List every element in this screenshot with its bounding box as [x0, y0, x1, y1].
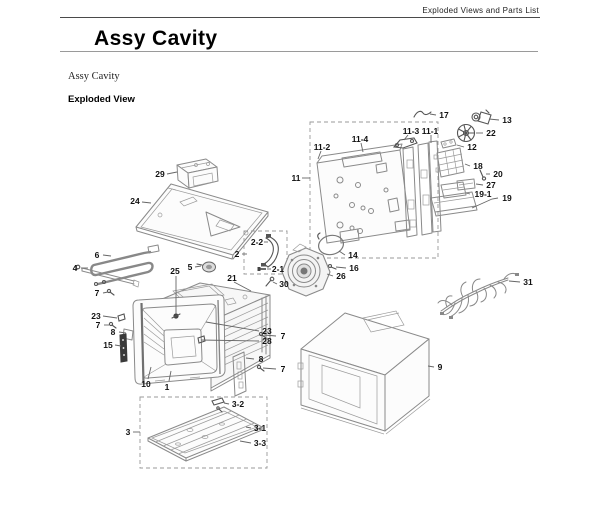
part-label-29: 29: [155, 169, 165, 179]
part-label-10: 10: [141, 379, 151, 389]
leader-line-3-2: [224, 403, 229, 404]
leader-line-23L: [103, 316, 117, 318]
part-label-7d: 7: [280, 364, 286, 374]
part-label-12: 12: [467, 142, 477, 152]
part-label-23L: 23: [91, 311, 101, 321]
part-label-1: 1: [164, 382, 170, 392]
part-label-19-1: 19-1: [474, 189, 492, 199]
leader-line-7a: [103, 292, 108, 293]
leader-line-31: [509, 281, 520, 282]
leader-line-14: [339, 251, 345, 255]
leader-line-29: [167, 172, 177, 174]
part-label-23R: 23: [262, 326, 272, 336]
part-29-artwork: [177, 159, 218, 188]
part-label-2-2: 2-2: [250, 237, 264, 247]
part-label-6: 6: [94, 250, 100, 260]
part-label-7b: 7: [95, 320, 101, 330]
part-label-3: 3: [125, 427, 131, 437]
part-label-11-1: 11-1: [421, 126, 439, 136]
part-label-3-3: 3-3: [253, 438, 267, 448]
part-label-27: 27: [486, 180, 496, 190]
part-label-4: 4: [72, 263, 78, 273]
part-label-21: 21: [227, 273, 237, 283]
leader-line-6: [103, 255, 111, 256]
leader-line-7d: [263, 368, 276, 369]
part-label-7a: 7: [94, 288, 100, 298]
part-label-7c: 7: [280, 331, 286, 341]
part-26-artwork: [282, 244, 330, 296]
part-label-22: 22: [486, 128, 496, 138]
part-label-5: 5: [187, 262, 193, 272]
section-heading: Exploded View: [68, 94, 135, 105]
page-title: Assy Cavity: [94, 27, 218, 50]
part-label-18: 18: [473, 161, 483, 171]
wire-harness-artwork: [438, 273, 519, 319]
part-label-3-1: 3-1: [253, 423, 267, 433]
assembly-subtitle: Assy Cavity: [68, 71, 120, 82]
part-6-artwork: [91, 245, 159, 286]
leader-line-16: [336, 267, 346, 268]
leader-line-8L: [119, 332, 126, 333]
part-label-11-3: 11-3: [402, 126, 420, 136]
part-label-30: 30: [279, 279, 289, 289]
leader-line-12: [457, 145, 464, 147]
part-label-8R: 8: [258, 354, 264, 364]
part-label-2: 2: [234, 249, 240, 259]
part-17-artwork: [414, 111, 431, 117]
part-label-11-2: 11-2: [313, 142, 331, 152]
part-label-26: 26: [336, 271, 346, 281]
part-label-8L: 8: [110, 327, 116, 337]
leader-line-19: [472, 198, 498, 208]
leader-line-17: [430, 114, 436, 115]
leader-line-13: [489, 119, 499, 120]
part-label-31: 31: [523, 277, 533, 287]
part-16-artwork: [329, 265, 337, 270]
leader-line-18: [465, 164, 470, 166]
part-label-28: 28: [262, 336, 272, 346]
leader-line-19-1: [466, 193, 470, 194]
leader-line-11-4: [361, 143, 363, 152]
leader-line-27: [476, 184, 483, 185]
leader-line-5: [195, 266, 201, 267]
part-5-artwork: [197, 262, 216, 272]
part-label-9: 9: [437, 362, 443, 372]
leader-line-3-3: [240, 441, 251, 443]
part-label-11-4: 11-4: [351, 134, 369, 144]
page-header-right: Exploded Views and Parts List: [422, 6, 539, 15]
part-label-16: 16: [349, 263, 359, 273]
leader-line-24: [142, 202, 151, 203]
part-label-15: 15: [103, 340, 113, 350]
part-label-25: 25: [170, 266, 180, 276]
part-24-artwork: [136, 184, 268, 259]
part-label-19: 19: [502, 193, 512, 203]
part-label-24: 24: [130, 196, 140, 206]
bottom-tray-artwork: [140, 397, 267, 468]
part-label-20: 20: [493, 169, 503, 179]
part-30-artwork: [266, 277, 274, 286]
left-small-parts-artwork: [107, 289, 133, 362]
leader-line-30: [273, 282, 277, 284]
part-label-2-1: 2-1: [271, 264, 285, 274]
part-label-3-2: 3-2: [231, 399, 245, 409]
part-label-11: 11: [291, 173, 301, 183]
part-label-13: 13: [502, 115, 512, 125]
part-label-14: 14: [348, 250, 358, 260]
part-9-artwork: [298, 311, 430, 434]
part-label-17: 17: [439, 110, 449, 120]
